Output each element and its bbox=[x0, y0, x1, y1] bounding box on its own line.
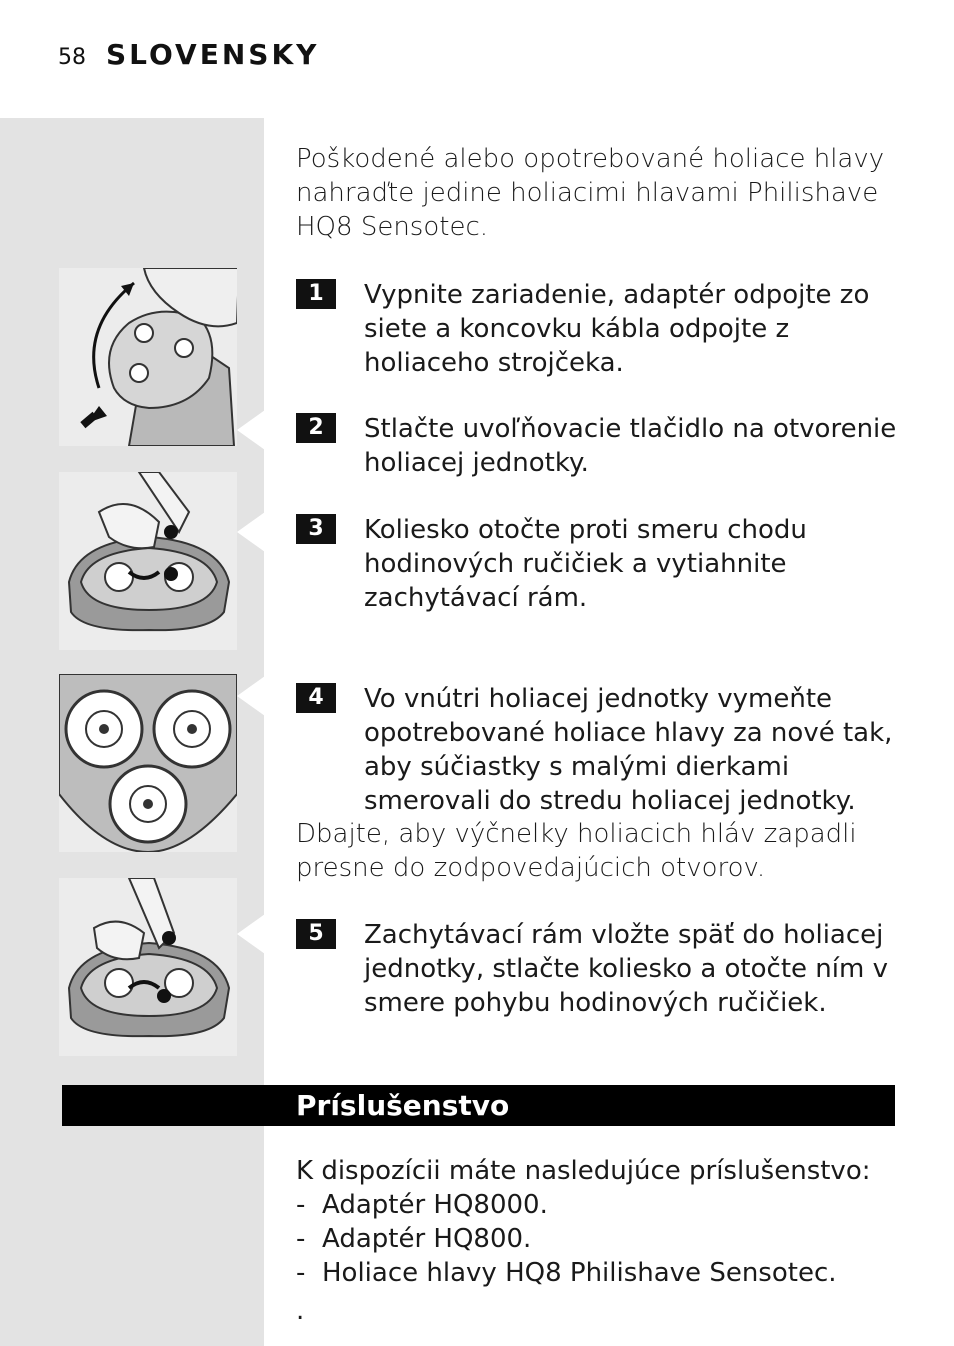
step-text: Vypnite zariadenie, adaptér odpojte zo siete a koncovku kábla odpojte z holiaceho strojčeka. bbox=[364, 280, 870, 378]
section-header-bar bbox=[62, 1085, 895, 1126]
intro-paragraph: Poškodené alebo opotrebované holiace hlavy nahraďte jedine holiacimi hlavami Philishave HQ8 Sensotec. bbox=[296, 144, 885, 242]
accessories-list bbox=[296, 1154, 896, 1328]
list-item: - Adaptér HQ800. bbox=[296, 1224, 532, 1254]
figure-pointer bbox=[237, 410, 265, 450]
figure-shaving-heads bbox=[59, 674, 237, 852]
step-number: 3 bbox=[296, 514, 336, 544]
step-number: 4 bbox=[296, 683, 336, 713]
figure-pointer bbox=[237, 676, 265, 716]
step-number: 2 bbox=[296, 413, 336, 443]
figure-insert-frame bbox=[59, 878, 237, 1056]
step-5 bbox=[296, 918, 906, 1020]
list-trailing: . bbox=[296, 1296, 305, 1326]
list-intro: K dispozícii máte nasledujúce príslušenstvo: bbox=[296, 1156, 871, 1186]
step-3 bbox=[296, 513, 906, 615]
step-1 bbox=[296, 278, 906, 380]
page-number: 58 bbox=[58, 45, 86, 70]
list-item: - Holiace hlavy HQ8 Philishave Sensotec. bbox=[296, 1258, 837, 1288]
figure-pointer bbox=[237, 512, 265, 552]
section-title: Príslušenstvo bbox=[296, 1089, 510, 1122]
list-item: - Adaptér HQ8000. bbox=[296, 1190, 548, 1220]
figure-remove-frame bbox=[59, 472, 237, 650]
step-text: Vo vnútri holiacej jednotky vymeňte opotrebované holiace hlavy za nové tak, aby súčiastky s malými dierkami smerovali do stredu holiacej jednotky. bbox=[364, 684, 893, 816]
step-text: Koliesko otočte proti smeru chodu hodinových ručičiek a vytiahnite zachytávací rám. bbox=[364, 515, 807, 613]
step-text: Zachytávací rám vložte späť do holiacej jednotky, stlačte koliesko a otočte ním v smere pohybu hodinových ručičiek. bbox=[364, 920, 888, 1018]
step-2 bbox=[296, 412, 906, 480]
step-number: 5 bbox=[296, 919, 336, 949]
figure-pointer bbox=[237, 914, 265, 954]
step-number: 1 bbox=[296, 279, 336, 309]
step-4 bbox=[296, 682, 906, 818]
page-header bbox=[58, 38, 319, 78]
note-paragraph: Dbajte, aby výčnelky holiacich hláv zapadli presne do zodpovedajúcich otvorov. bbox=[296, 819, 857, 883]
step-text: Stlačte uvoľňovacie tlačidlo na otvorenie holiacej jednotky. bbox=[364, 414, 897, 478]
language-title: SLOVENSKY bbox=[106, 38, 320, 71]
figure-open-shaver bbox=[59, 268, 237, 446]
